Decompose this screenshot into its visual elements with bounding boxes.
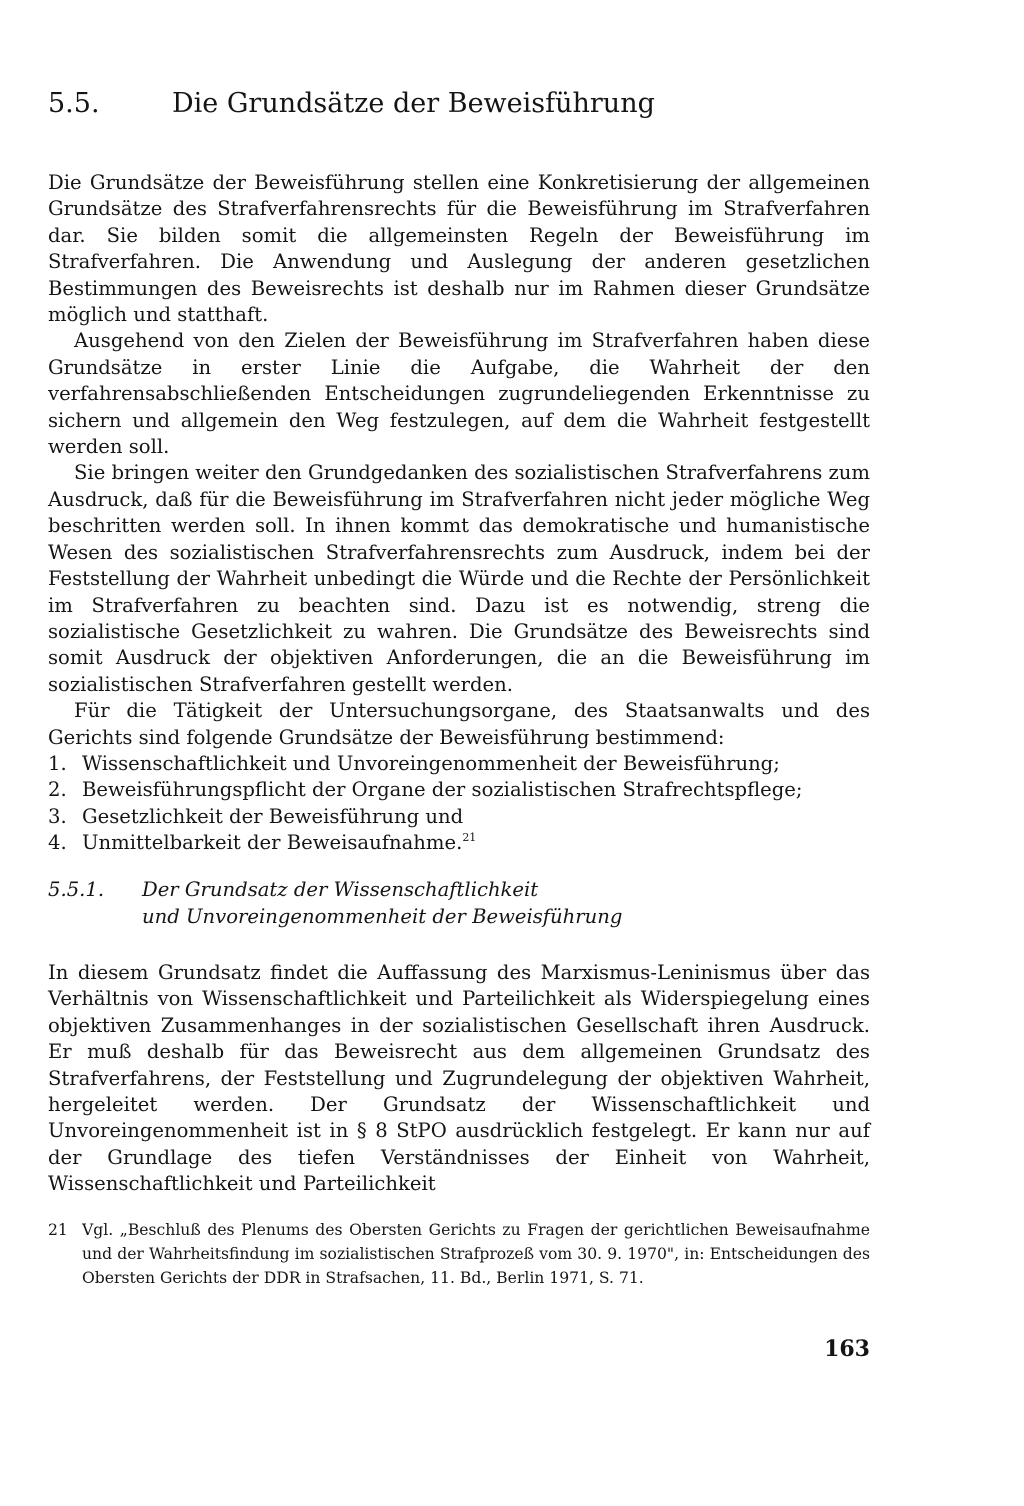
list-item [48,751,870,777]
paragraph: Sie bringen weiter den Grundgedanken des sozialistischen Strafverfahrens zum Ausdruck, daß für die Beweisführung im Strafverfahren nicht jeder mögliche Weg beschritten werden soll. In ihnen kommt das demokratische und humanistische Wesen des sozialistischen Strafverfahrensrechts zum Ausdruck, indem bei der Feststellung der Wahrheit unbedingt die Würde und die Rechte der Persönlichkeit im Strafverfahren zu beachten sind. Dazu ist es notwendig, streng die sozialistische Gesetzlichkeit zu wahren. Die Grundsätze des Beweisrechts sind somit Ausdruck der objektiven Anforderungen, die an die Beweisführung im sozialistischen Strafverfahren gestellt werden. [48,461,871,696]
section-heading [48,86,655,122]
paragraph: In diesem Grundsatz findet die Auffassung des Marxismus-Leninismus über das Verhältnis von Wissenschaftlichkeit und Parteilichkeit als Widerspiegelung eines objektiven Zusammenhanges in der sozialistischen Gesellschaft ihren Ausdruck. Er muß deshalb für das Beweisrecht aus dem allgemeinen Grundsatz des Strafverfahrens, der Feststellung und Zugrundelegung der objektiven Wahrheit, hergeleitet werden. Der Grundsatz der Wissenschaftlichkeit und Unvoreingenommenheit ist in § 8 StPO ausdrücklich festgelegt. Er kann nur auf der Grundlage des tiefen Verständnisses der Einheit von Wahrheit, Wissenschaftlichkeit und Parteilichkeit [48,961,870,1196]
section-number: 5.5. [48,88,100,119]
subsection-title-line-2: und Unvoreingenommenheit der Beweisführung [142,905,623,928]
list-item-text: Gesetzlichkeit der Beweisführung und [82,804,464,828]
list-item-number: 2. [48,778,67,802]
body-text-subsection [48,960,870,1198]
footnote-reference[interactable]: 21 [462,831,477,845]
list-item-text: Wissenschaftlichkeit und Unvoreingenommenheit der Beweisführung; [82,751,780,775]
section-title: Die Grundsätze der Beweisführung [172,88,655,119]
paragraph: Ausgehend von den Zielen der Beweisführung im Strafverfahren haben diese Grundsätze in erster Linie die Aufgabe, die Wahrheit der den verfahrensabschließenden Entscheidungen zugrundeliegenden Erkenntnisse zu sichern und allgemein den Weg festzulegen, auf dem die Wahrheit festgestellt werden soll. [48,329,870,459]
footnote-number: 21 [48,1221,68,1239]
footnote-text: Vgl. „Beschluß des Plenums des Obersten Gerichts zu Fragen der gerichtlichen Beweisaufnahme und der Wahrheitsfindung im sozialistischen Strafprozeß vom 30. 9. 1970", in: Entscheidungen des Obersten Gerichts der DDR in Strafsachen, 11. Bd., Berlin 1971, S. 71. [82,1221,870,1287]
list-item [48,804,870,830]
page-number: 163 [824,1336,870,1362]
body-text-section [48,170,870,857]
list-item-number: 3. [48,804,67,828]
footnote [48,1218,870,1290]
subsection-heading [48,876,622,930]
list-item-text: Beweisführungspflicht der Organe der sozialistischen Strafrechtspflege; [82,778,803,802]
list-item-number: 4. [48,831,67,855]
principles-list [48,751,870,857]
list-item [48,830,870,856]
paragraph: Die Grundsätze der Beweisführung stellen eine Konkretisierung der allgemeinen Grundsätze des Strafverfahrensrechts für die Beweisführung im Strafverfahren dar. Sie bilden somit die allgemeinsten Regeln der Beweisführung im Strafverfahren. Die Anwendung und Auslegung der anderen gesetzlichen Bestimmungen des Beweisrechts ist deshalb nur im Rahmen dieser Grundsätze möglich und statthaft. [48,171,870,327]
list-item-number: 1. [48,751,67,775]
document-page [48,0,870,1506]
list-item-text: Unmittelbarkeit der Beweisaufnahme. [82,831,463,855]
list-item [48,777,870,803]
paragraph: Für die Tätigkeit der Untersuchungsorgane, des Staatsanwalts und des Gerichts sind folgende Grundsätze der Beweisführung bestimmend: [48,699,870,749]
subsection-title-line-1: Der Grundsatz der Wissenschaftlichkeit [142,878,539,901]
subsection-number: 5.5.1. [48,878,105,901]
